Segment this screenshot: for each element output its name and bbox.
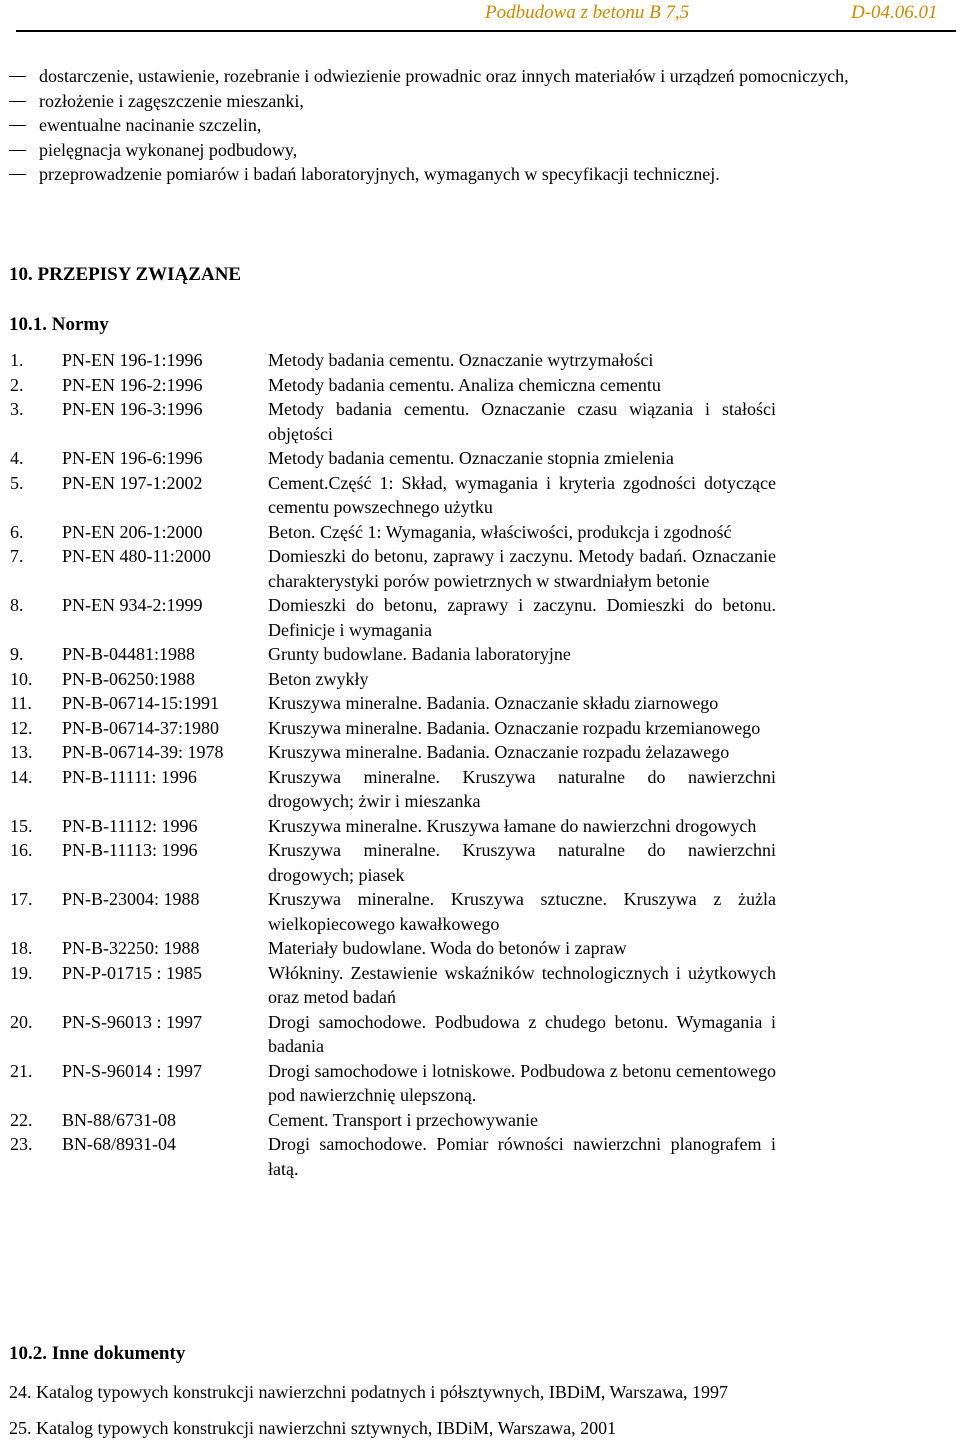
norm-code: BN-88/6731-08 [62, 1109, 176, 1130]
norm-item [0, 642, 960, 667]
norm-number: 19. [10, 962, 33, 983]
page-header [0, 0, 960, 34]
bullet-item [0, 162, 960, 187]
other-documents-list [0, 1380, 960, 1440]
norm-number: 3. [10, 399, 24, 419]
scope-bullet-list [0, 64, 960, 187]
norm-item [0, 1010, 960, 1059]
norm-code: PN-EN 196-6:1996 [62, 448, 203, 468]
norm-code: PN-S-96013 : 1997 [62, 1011, 203, 1032]
norm-item [0, 936, 960, 961]
bullet-item [0, 138, 960, 163]
norm-code: PN-B-11111: 1996 [62, 766, 197, 787]
dash-bullet [9, 76, 26, 77]
norm-code: PN-EN 197-1:2002 [62, 472, 203, 493]
norm-item [0, 887, 960, 936]
norm-code: BN-68/8931-04 [62, 1134, 176, 1154]
section-heading: 10. PRZEPISY ZWIĄZANE [9, 264, 242, 285]
norm-item [0, 1059, 960, 1108]
norm-number: 9. [10, 644, 24, 664]
norm-description: Metody badania cementu. Analiza chemiczna cementu [268, 374, 661, 395]
norm-code: PN-B-06714-15:1991 [62, 693, 219, 713]
norm-number: 11. [10, 693, 32, 713]
norm-item [0, 740, 960, 765]
norm-number: 13. [10, 742, 33, 762]
norm-number: 7. [10, 546, 24, 566]
norm-description: Materiały budowlane. Woda do betonów i zapraw [268, 938, 627, 958]
norm-number: 5. [10, 472, 24, 493]
bullet-item [0, 113, 960, 138]
bullet-text: ewentualne nacinanie szczelin, [39, 115, 262, 135]
norm-item [0, 961, 960, 1010]
norm-code: PN-S-96014 : 1997 [62, 1060, 203, 1081]
norm-code: PN-EN 196-2:1996 [62, 374, 203, 395]
norm-item [0, 348, 960, 373]
norm-description: Domieszki do betonu, zaprawy i zaczynu. Metody badań. Oznaczanie charakterystyki porów powietrznych w stwardniałym betonie [268, 546, 776, 591]
norms-list [0, 348, 960, 1181]
norm-number: 21. [10, 1060, 33, 1081]
norm-code: PN-B-11113: 1996 [62, 840, 198, 860]
norm-item [0, 691, 960, 716]
norm-description: Beton. Część 1: Wymagania, właściwości, produkcja i zgodność [268, 521, 732, 542]
norm-description: Grunty budowlane. Badania laboratoryjne [268, 644, 571, 664]
dash-bullet [9, 101, 26, 102]
norm-number: 1. [10, 350, 24, 370]
norm-description: Kruszywa mineralne. Kruszywa naturalne do nawierzchni drogowych; żwir i mieszanka [268, 766, 776, 811]
norm-number: 16. [10, 840, 33, 860]
norm-code: PN-B-06714-39: 1978 [62, 742, 224, 762]
other-documents-subheading: 10.2. Inne dokumenty [9, 1343, 186, 1364]
norm-code: PN-EN 934-2:1999 [62, 595, 203, 615]
norm-item [0, 471, 960, 520]
norm-code: PN-EN 196-1:1996 [62, 350, 203, 370]
norm-description: Beton zwykły [268, 668, 369, 689]
norm-number: 18. [10, 938, 33, 958]
norm-item [0, 716, 960, 741]
norm-item [0, 765, 960, 814]
norm-description: Kruszywa mineralne. Badania. Oznaczanie rozpadu żelazawego [268, 742, 730, 762]
norms-subheading: 10.1. Normy [9, 314, 109, 335]
norm-number: 17. [10, 889, 33, 909]
norm-description: Cement. Transport i przechowywanie [268, 1109, 538, 1130]
header-title: Podbudowa z betonu B 7,5 [485, 2, 690, 23]
norm-code: PN-B-06250:1988 [62, 668, 196, 689]
norm-code: PN-EN 196-3:1996 [62, 399, 203, 419]
norm-description: Kruszywa mineralne. Kruszywa sztuczne. Kruszywa z żużla wielkopiecowego kawałkowego [268, 889, 776, 934]
norm-number: 2. [10, 374, 24, 395]
norm-number: 6. [10, 521, 24, 542]
norm-description: Kruszywa mineralne. Kruszywa łamane do nawierzchni drogowych [268, 815, 757, 836]
bullet-item [0, 64, 960, 89]
dash-bullet [9, 125, 26, 126]
norm-item [0, 544, 960, 593]
norm-code: PN-EN 206-1:2000 [62, 521, 203, 542]
norm-item [0, 520, 960, 545]
dash-bullet [9, 174, 26, 175]
norm-item [0, 838, 960, 887]
norm-description: Metody badania cementu. Oznaczanie wytrzymałości [268, 350, 654, 370]
norm-description: Cement.Część 1: Skład, wymagania i kryteria zgodności dotyczące cementu powszechnego użytku [268, 472, 776, 517]
bullet-item [0, 89, 960, 114]
norm-description: Włókniny. Zestawienie wskaźników technologicznych i użytkowych oraz metod badań [268, 962, 776, 1007]
bullet-text: rozłożenie i zagęszczenie mieszanki, [39, 90, 304, 111]
document-item: 24. Katalog typowych konstrukcji nawierzchni podatnych i półsztywnych, IBDiM, Warszawa, 1997 [9, 1382, 729, 1402]
norm-item [0, 397, 960, 446]
norm-item [0, 667, 960, 692]
document-item: 25. Katalog typowych konstrukcji nawierzchni sztywnych, IBDiM, Warszawa, 2001 [9, 1417, 617, 1438]
norm-number: 14. [10, 766, 33, 787]
bullet-text: pielęgnacja wykonanej podbudowy, [39, 139, 298, 160]
norm-description: Kruszywa mineralne. Badania. Oznaczanie składu ziarnowego [268, 693, 719, 713]
norm-number: 12. [10, 717, 33, 738]
norm-number: 15. [10, 815, 33, 836]
norm-code: PN-B-06714-37:1980 [62, 717, 219, 738]
norm-description: Kruszywa mineralne. Badania. Oznaczanie rozpadu krzemianowego [268, 717, 761, 738]
norm-item [0, 373, 960, 398]
norm-item [0, 1108, 960, 1133]
norm-code: PN-EN 480-11:2000 [62, 546, 211, 566]
header-document-code: D-04.06.01 [851, 2, 938, 23]
norm-description: Domieszki do betonu, zaprawy i zaczynu. Domieszki do betonu. Definicje i wymagania [268, 595, 776, 640]
norm-number: 23. [10, 1134, 33, 1154]
norm-description: Metody badania cementu. Oznaczanie stopnia zmielenia [268, 448, 674, 468]
norm-item [0, 1132, 960, 1181]
norm-code: PN-B-11112: 1996 [62, 815, 198, 836]
norm-description: Kruszywa mineralne. Kruszywa naturalne do nawierzchni drogowych; piasek [268, 840, 776, 885]
norm-description: Drogi samochodowe. Podbudowa z chudego betonu. Wymagania i badania [268, 1011, 776, 1056]
dash-bullet [9, 150, 26, 151]
norm-code: PN-B-04481:1988 [62, 644, 196, 664]
norm-description: Metody badania cementu. Oznaczanie czasu wiązania i stałości objętości [268, 399, 776, 444]
norm-code: PN-P-01715 : 1985 [62, 962, 203, 983]
norm-number: 8. [10, 595, 24, 615]
norm-item [0, 446, 960, 471]
norm-code: PN-B-32250: 1988 [62, 938, 200, 958]
norm-description: Drogi samochodowe i lotniskowe. Podbudowa z betonu cementowego pod nawierzchnię ulepszoną. [268, 1060, 776, 1105]
norm-number: 4. [10, 448, 24, 468]
bullet-text: dostarczenie, ustawienie, rozebranie i odwiezienie prowadnic oraz innych materiałów i urządzeń pomocniczych, [39, 66, 849, 86]
norm-number: 20. [10, 1011, 33, 1032]
bullet-text: przeprowadzenie pomiarów i badań laboratoryjnych, wymaganych w specyfikacji technicznej. [39, 164, 720, 184]
norm-number: 10. [10, 668, 33, 689]
norm-item [0, 593, 960, 642]
norm-item [0, 814, 960, 839]
norm-code: PN-B-23004: 1988 [62, 889, 200, 909]
header-divider [16, 30, 956, 32]
norm-number: 22. [10, 1109, 33, 1130]
norm-description: Drogi samochodowe. Pomiar równości nawierzchni planografem i łatą. [268, 1134, 776, 1179]
